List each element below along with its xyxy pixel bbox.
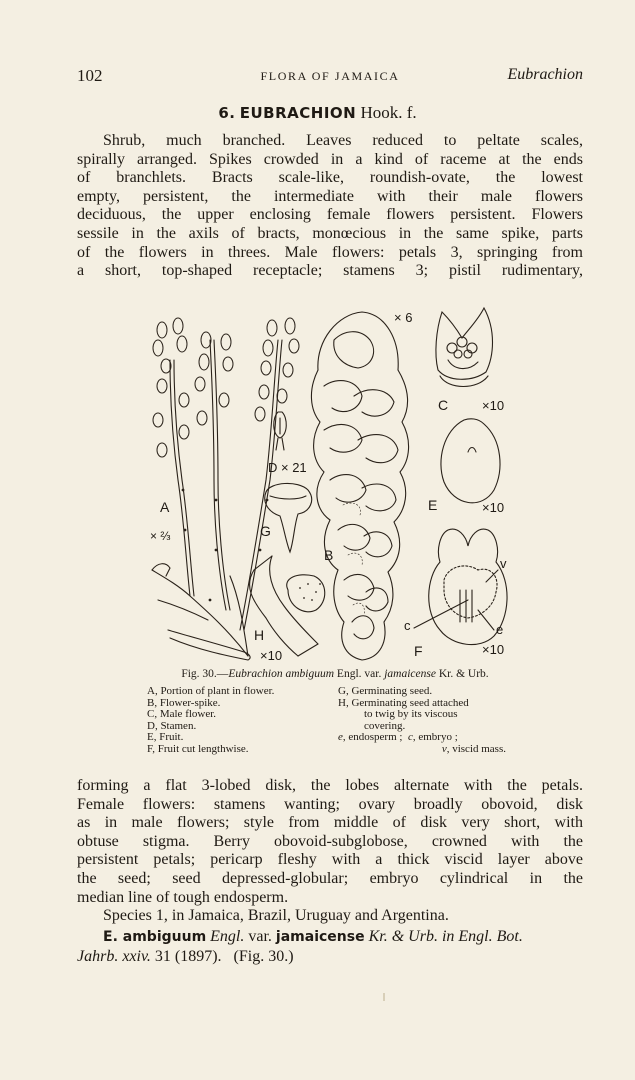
legend-item: G, Germinating seed. (338, 685, 433, 697)
species-reference-page: 31 (1897). (154, 948, 222, 965)
figure-g-germinating-seed (265, 483, 312, 552)
figure-e-fruit (441, 419, 500, 503)
label-c-scale: ×10 (482, 398, 505, 413)
label-b-scale: × 6 (394, 310, 413, 325)
text-line: as in male flowers; style from middle of disk very short, with (77, 814, 583, 832)
species-author: Engl. (210, 928, 245, 945)
legend-item: C, Male flower. (147, 708, 217, 721)
figure-c-male-flower (436, 308, 493, 387)
running-title: Eubrachion (507, 66, 583, 83)
label-e-scale: ×10 (482, 500, 505, 515)
label-a: A (160, 499, 170, 515)
legend-item: covering. (364, 719, 406, 732)
distribution-text: Species 1, in Jamaica, Brazil, Uruguay and Argentina. (103, 907, 449, 925)
species-line (77, 947, 583, 967)
label-b: B (324, 547, 334, 563)
label-v: v (500, 556, 507, 571)
legend-item: to twig by its viscous (364, 708, 458, 721)
figure-caption (147, 668, 522, 755)
caption-prefix: Fig. 30.— (181, 668, 229, 680)
legend-item: B, Flower-spike. (147, 696, 221, 709)
text-line: Female flowers: stamens wanting; ovary broadly obovoid, disk (77, 795, 583, 813)
legend-key: e (338, 731, 343, 744)
legend-item: F, Fruit cut lengthwise. (147, 742, 249, 755)
text-line: Shrub, much branched. Leaves reduced to peltate scales, (103, 132, 583, 149)
label-e-small: e (496, 622, 504, 637)
caption-title (148, 668, 522, 680)
caption-variety: jamaicense (384, 668, 436, 680)
running-header (77, 66, 583, 88)
label-h-scale: ×10 (260, 648, 283, 663)
label-e: E (428, 497, 438, 513)
text-line: a short, top-shaped receptacle; stamens 3; pistil rudimentary, (77, 262, 583, 280)
label-f: F (414, 643, 423, 659)
caption-species: Eubrachion ambiguum (228, 668, 335, 680)
text-line: empty, persistent, the intermediate with their male flowers (77, 187, 583, 205)
legend-item (338, 744, 518, 756)
label-c: C (438, 397, 449, 413)
legend-item: D, Stamen. (147, 719, 197, 732)
legend-text: , viscid mass. (446, 742, 506, 755)
species-variety: jamaicense (275, 929, 365, 945)
text-line: the seed; seed depressed-globular; embryo cylindrical in the (77, 869, 583, 887)
paper-mark (383, 993, 385, 1001)
botanical-illustration (148, 300, 528, 672)
legend-item: E, Fruit. (147, 731, 184, 744)
species-reference-journal: Jahrb. xxiv. (77, 948, 151, 965)
species-figure-ref: (Fig. 30.) (233, 948, 294, 965)
caption-suffix: Kr. & Urb. (435, 668, 489, 680)
figure-f-fruit-section (414, 529, 507, 644)
text-line: of branchlets. Bracts scale-like, roundish-ovate, the lowest (77, 169, 583, 187)
legend-left (147, 686, 322, 756)
running-head: FLORA OF JAMAICA (260, 69, 400, 83)
genus-description-top (77, 132, 583, 281)
figure-a-plant-branch (152, 318, 299, 660)
species-line (77, 927, 583, 947)
legend-item: A, Portion of plant in flower. (147, 685, 275, 697)
text-line: forming a flat 3-lobed disk, the lobes alternate with the petals. (77, 777, 583, 794)
figure-b-flower-spike (311, 312, 408, 660)
genus-description-bottom (77, 777, 583, 926)
label-c-small: c (404, 618, 411, 633)
text-line: sessile in the axils of bracts, monœcious in the same spike, parts (77, 224, 583, 242)
legend-item: H, Germinating seed attached (338, 696, 469, 709)
text-line: obtuse stigma. Berry obovoid-subglobose, crowned with the (77, 832, 583, 850)
text-line: median line of tough endosperm. (77, 888, 289, 906)
text-line: spirally arranged. Spikes crowded in a kind of raceme at the ends (77, 150, 583, 168)
text-line: deciduous, the upper enclosing female flowers persistent. Flowers (77, 206, 583, 224)
species-variety-author: Kr. & Urb. (368, 928, 438, 945)
label-a-scale: × ⅔ (150, 529, 171, 543)
label-f-scale: ×10 (482, 642, 505, 657)
label-g: G (260, 523, 271, 539)
genus-name: EUBRACHION (239, 104, 357, 122)
legend-key: c (407, 731, 413, 744)
caption-middle: Engl. var. (334, 668, 385, 680)
species-entry (77, 927, 583, 967)
page-number: 102 (77, 66, 103, 85)
legend-text: , embryo ; (412, 731, 458, 744)
text-line: of the flowers in threes. Male flowers: petals 3, springing from (77, 243, 583, 261)
legend-key: v (441, 742, 447, 755)
genus-number: 6. (218, 104, 236, 122)
label-h: H (254, 627, 265, 643)
label-d: D × 21 (268, 460, 307, 475)
species-reference: in Engl. Bot. (441, 928, 523, 945)
legend-right (338, 686, 518, 756)
legend-text: , endosperm ; (342, 731, 403, 744)
genus-heading (0, 103, 635, 123)
text-line: persistent petals; pericarp fleshy with a thick viscid layer above (77, 851, 583, 869)
species-var: var. (248, 928, 272, 945)
genus-author: Hook. f. (360, 103, 417, 122)
species-name: E. ambiguum (103, 929, 207, 945)
